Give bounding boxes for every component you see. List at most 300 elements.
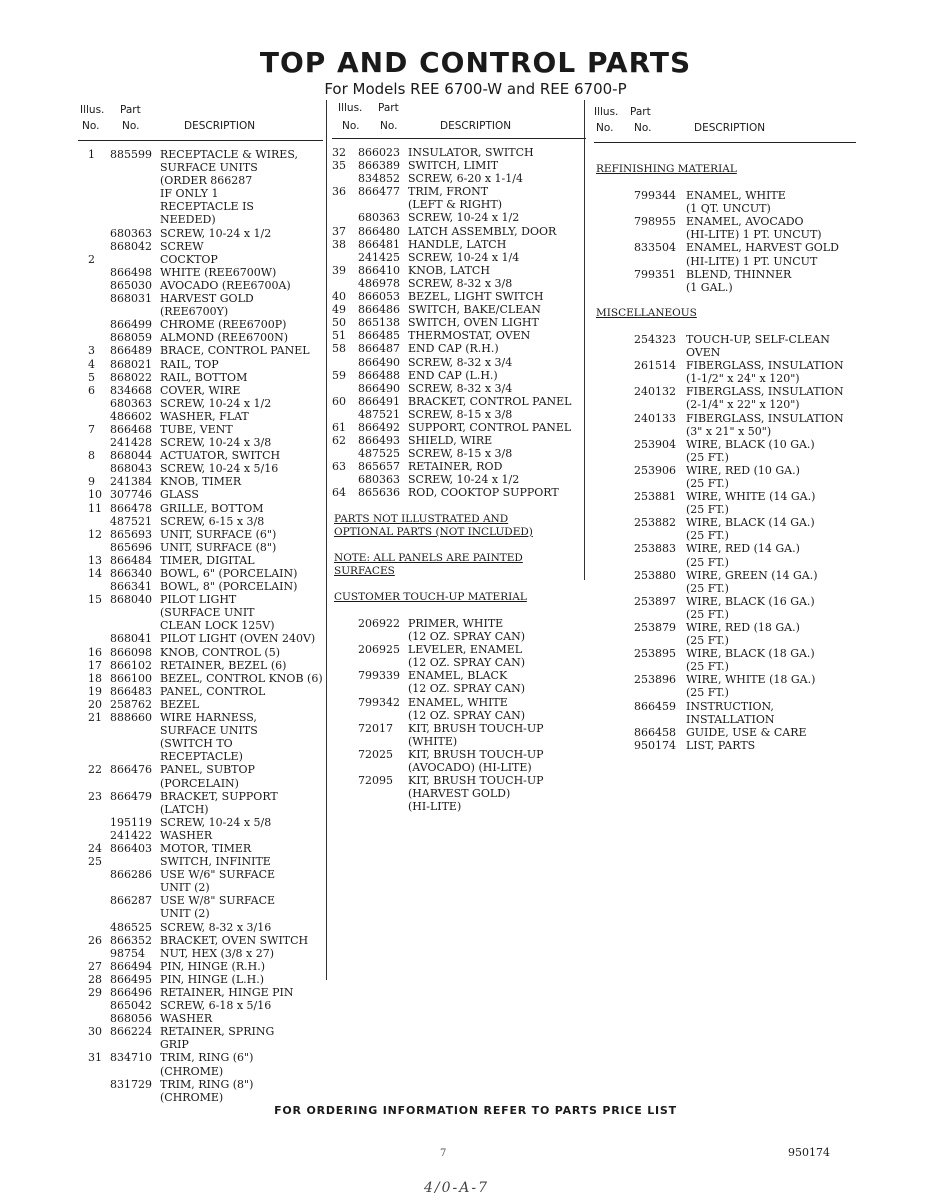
part-description: KNOB, CONTROL (5) [160, 645, 281, 659]
part-description: END CAP (R.H.) [408, 342, 499, 356]
part-description: RETAINER, HINGE PIN [160, 986, 294, 999]
parts-row [332, 617, 586, 630]
illus-number: 49 [332, 303, 346, 317]
part-number: 258762 [110, 697, 152, 711]
part-description: KNOB, LATCH [408, 263, 490, 277]
parts-row [332, 251, 586, 264]
parts-row [332, 264, 586, 277]
parts-row [78, 384, 323, 397]
part-description: BEZEL [160, 697, 200, 711]
column-header [332, 102, 586, 139]
parts-row [78, 187, 323, 200]
parts-row [78, 593, 323, 606]
parts-row [594, 359, 856, 372]
part-description: GUIDE, USE & CARE [686, 725, 807, 739]
part-description: (25 FT.) [686, 450, 729, 464]
illus-number: 30 [88, 1025, 102, 1039]
parts-row [594, 464, 856, 477]
section-heading: NOTE: ALL PANELS ARE PAINTED SURFACES [334, 551, 523, 577]
illus-number: 25 [88, 855, 102, 869]
parts-row [594, 189, 856, 202]
parts-row [78, 973, 323, 986]
illus-number: 26 [88, 933, 102, 947]
part-number: 253880 [634, 568, 676, 582]
parts-row [594, 700, 856, 726]
part-description: (HARVEST GOLD) [408, 787, 511, 801]
parts-row [332, 669, 586, 682]
parts-row [332, 382, 586, 395]
part-number: 680363 [358, 211, 400, 225]
header-description: DESCRIPTION [694, 122, 766, 134]
part-number: 866481 [358, 237, 400, 251]
part-number: 799342 [358, 695, 400, 709]
part-description: GLASS [160, 488, 199, 502]
parts-row [332, 421, 586, 434]
parts-row [78, 240, 323, 253]
illus-number: 32 [332, 146, 346, 159]
illus-number: 24 [88, 841, 102, 855]
part-description: SCREW, 10-24 x 3/8 [160, 436, 272, 450]
part-description: WIRE, BLACK (10 GA.) [686, 437, 815, 451]
parts-row [594, 438, 856, 451]
parts-row [332, 800, 586, 813]
page-number: 7 [440, 1148, 447, 1159]
part-description: KIT, BRUSH TOUCH-UP [408, 721, 544, 735]
part-description: GRIP [160, 1038, 189, 1052]
part-number: 254323 [634, 332, 676, 346]
part-number: 888660 [110, 711, 152, 725]
parts-row [332, 316, 586, 329]
part-number: 866224 [110, 1025, 152, 1039]
illus-number: 22 [88, 763, 102, 777]
part-description: SCREW, 6-15 x 3/8 [160, 514, 265, 528]
parts-row [332, 486, 586, 499]
parts-row [332, 787, 586, 800]
part-number: 866485 [358, 329, 400, 343]
part-description: (25 FT.) [686, 634, 729, 648]
part-description: GRILLE, BOTTOM [160, 501, 264, 515]
part-description: (AVOCADO) (HI-LITE) [408, 761, 532, 775]
illus-number: 3 [88, 344, 95, 358]
part-number: 866480 [358, 224, 400, 238]
part-description: (3" x 21" x 50") [686, 424, 772, 438]
illus-number: 4 [88, 357, 95, 371]
parts-row [332, 656, 586, 669]
part-description: BOWL, 6" (PORCELAIN) [160, 567, 298, 580]
part-number: 868042 [110, 239, 152, 253]
parts-row [332, 303, 586, 316]
parts-rows-3 [594, 150, 856, 752]
part-description: OVEN [686, 346, 721, 360]
part-number: 486525 [110, 920, 152, 934]
part-description: (WHITE) [408, 734, 458, 748]
part-number: 866494 [110, 959, 152, 973]
part-number: 868043 [110, 462, 152, 476]
parts-row [78, 462, 323, 475]
header-part: Part [630, 106, 651, 118]
part-number: 798955 [634, 215, 676, 229]
parts-row [78, 371, 323, 384]
part-number: 868041 [110, 632, 152, 646]
parts-row [78, 606, 323, 619]
part-number: 253883 [634, 542, 676, 556]
part-description: COVER, WIRE [160, 383, 241, 397]
part-description: (CHROME) [160, 1064, 224, 1078]
part-description: (1 GAL.) [686, 280, 733, 294]
illus-number: 39 [332, 263, 346, 277]
parts-row [78, 331, 323, 344]
parts-row [78, 528, 323, 541]
part-number: 241422 [110, 828, 152, 842]
page-subtitle: For Models REE 6700-W and REE 6700-P [324, 80, 627, 98]
part-number: 866476 [110, 763, 152, 777]
header-illus: Illus. [594, 106, 619, 118]
part-description: NUT, HEX (3/8 x 27) [160, 946, 275, 960]
part-number: 866478 [110, 501, 152, 515]
part-number: 486978 [358, 276, 400, 290]
part-description: BEZEL, LIGHT SWITCH [408, 290, 544, 304]
parts-row [594, 346, 856, 359]
part-description: RETAINER, SPRING [160, 1025, 275, 1039]
column-header [78, 104, 323, 141]
part-number: 261514 [634, 359, 676, 373]
part-description: SCREW, 10-24 x 1/2 [160, 226, 272, 240]
part-description: WIRE, BLACK (14 GA.) [686, 516, 815, 530]
part-number: 487521 [110, 514, 152, 528]
part-number: 866340 [110, 567, 152, 580]
parts-row [332, 146, 586, 159]
part-description: ENAMEL, AVOCADO [686, 215, 804, 229]
illus-number: 60 [332, 394, 346, 408]
part-description: (ORDER 866287 [160, 174, 253, 188]
part-description: BRACE, CONTROL PANEL [160, 344, 310, 358]
parts-row [78, 292, 323, 305]
part-description: SURFACE UNITS [160, 161, 258, 175]
part-number: 206925 [358, 643, 400, 657]
part-number: 868031 [110, 292, 152, 306]
parts-row [78, 227, 323, 240]
illus-number: 17 [88, 658, 102, 672]
part-description: PILOT LIGHT [160, 593, 237, 607]
part-number: 680363 [358, 473, 400, 487]
part-number: 868059 [110, 331, 152, 345]
part-description: FIBERGLASS, INSULATION [686, 411, 844, 425]
part-description: (25 FT.) [686, 660, 729, 674]
part-number: 866459 [634, 699, 676, 713]
part-description: ENAMEL, HARVEST GOLD [686, 241, 839, 255]
part-description: SCREW, 10-24 x 1/2 [408, 211, 520, 225]
part-number: 72017 [358, 721, 393, 735]
parts-row [594, 333, 856, 346]
part-description: WIRE HARNESS, [160, 711, 257, 725]
part-description: RECEPTACLE IS [160, 200, 254, 214]
part-number: 72095 [358, 774, 393, 788]
illus-number: 12 [88, 527, 102, 541]
part-description: WIRE, BLACK (18 GA.) [686, 647, 815, 661]
part-description: SCREW, 10-24 x 5/16 [160, 462, 279, 476]
illus-number: 19 [88, 684, 102, 698]
part-number: 868056 [110, 1012, 152, 1026]
part-description: RECEPTACLE) [160, 750, 243, 764]
part-description: INSULATOR, SWITCH [408, 146, 534, 159]
parts-row [332, 774, 586, 787]
part-description: END CAP (L.H.) [408, 368, 498, 382]
part-number: 866053 [358, 290, 400, 304]
illus-number: 28 [88, 972, 102, 986]
part-description: (HI-LITE) [408, 800, 462, 814]
spacer [594, 320, 856, 333]
parts-row [78, 907, 323, 920]
illus-number: 16 [88, 645, 102, 659]
illus-number: 29 [88, 986, 102, 999]
parts-row [332, 748, 586, 761]
part-number: 866487 [358, 342, 400, 356]
parts-row [78, 1065, 323, 1078]
header-part: Part [378, 102, 399, 114]
part-description: (25 FT.) [686, 476, 729, 490]
part-description: WIRE, GREEN (14 GA.) [686, 568, 818, 582]
header-illus-no: No. [342, 120, 360, 132]
parts-row [78, 685, 323, 698]
part-description: (12 OZ. SPRAY CAN) [408, 682, 525, 696]
part-description: SWITCH, LIMIT [408, 159, 499, 173]
parts-row [78, 1091, 323, 1104]
part-number: 866499 [110, 318, 152, 332]
spacer [594, 294, 856, 307]
illus-number: 38 [332, 237, 346, 251]
spacer [332, 500, 586, 513]
parts-row [78, 410, 323, 423]
part-number: 834710 [110, 1051, 152, 1065]
parts-row [78, 777, 323, 790]
part-number: 866498 [110, 265, 152, 279]
parts-row [78, 161, 323, 174]
parts-row [78, 580, 323, 593]
part-description: (REE6700Y) [160, 305, 229, 319]
part-number: 799339 [358, 669, 400, 683]
part-number: 834668 [110, 383, 152, 397]
part-description: (25 FT.) [686, 503, 729, 517]
part-description: MOTOR, TIMER [160, 841, 252, 855]
part-description: SUPPORT, CONTROL PANEL [408, 420, 572, 434]
part-number: 866491 [358, 394, 400, 408]
header-description: DESCRIPTION [184, 120, 256, 132]
parts-row [78, 855, 323, 868]
column-divider-1 [326, 100, 327, 980]
section-heading: MISCELLANEOUS [596, 306, 697, 319]
part-description: (1 QT. UNCUT) [686, 202, 771, 216]
part-description: LATCH ASSEMBLY, DOOR [408, 224, 557, 238]
part-number: 866488 [358, 368, 400, 382]
part-description: WASHER, FLAT [160, 409, 249, 423]
part-description: TRIM, RING (6") [160, 1051, 254, 1065]
part-description: SCREW, 10-24 x 5/8 [160, 815, 272, 829]
parts-row [78, 868, 323, 881]
header-illus: Illus. [338, 102, 363, 114]
parts-row [594, 686, 856, 699]
part-number: 307746 [110, 488, 152, 502]
part-number: 98754 [110, 946, 145, 960]
illus-number: 5 [88, 370, 95, 384]
illus-number: 20 [88, 697, 102, 711]
parts-row [594, 660, 856, 673]
part-number: 866458 [634, 725, 676, 739]
part-description: (25 FT.) [686, 581, 729, 595]
part-description: HARVEST GOLD [160, 292, 254, 306]
part-description: SWITCH, BAKE/CLEAN [408, 303, 541, 317]
illus-number: 8 [88, 449, 95, 463]
part-description: LIST, PARTS [686, 738, 756, 752]
parts-row [594, 398, 856, 411]
part-description: WASHER [160, 1012, 213, 1026]
parts-row [78, 554, 323, 567]
parts-row [78, 829, 323, 842]
part-number: 868040 [110, 593, 152, 607]
parts-row [594, 241, 856, 254]
parts-row [78, 541, 323, 554]
part-number: 487525 [358, 447, 400, 461]
part-number: 241425 [358, 250, 400, 264]
parts-row [332, 682, 586, 695]
illus-number: 23 [88, 789, 102, 803]
illus-number: 50 [332, 316, 346, 330]
part-description: (12 OZ. SPRAY CAN) [408, 656, 525, 670]
parts-row [332, 735, 586, 748]
part-number: 868044 [110, 449, 152, 463]
illus-number: 2 [88, 252, 95, 266]
part-number: 950174 [634, 738, 676, 752]
part-description: UNIT (2) [160, 881, 210, 895]
part-description: TIMER, DIGITAL [160, 553, 255, 567]
part-number: 866477 [358, 185, 400, 199]
parts-row [594, 516, 856, 529]
header-description: DESCRIPTION [440, 120, 512, 132]
part-description: (PORCELAIN) [160, 776, 239, 790]
part-description: (2-1/4" x 22" x 120") [686, 398, 800, 412]
parts-row [594, 608, 856, 621]
part-number: 253882 [634, 516, 676, 530]
parts-row [332, 473, 586, 486]
parts-row [594, 621, 856, 634]
part-description: SCREW, 6-18 x 5/16 [160, 999, 272, 1013]
parts-row [594, 372, 856, 385]
parts-row [78, 986, 323, 999]
part-description: (SWITCH TO [160, 737, 233, 751]
part-number: 253906 [634, 463, 676, 477]
part-number: 866098 [110, 645, 152, 659]
parts-row [594, 255, 856, 268]
part-description: TRIM, FRONT [408, 185, 489, 199]
parts-row [594, 673, 856, 686]
parts-row [594, 477, 856, 490]
part-description: USE W/6" SURFACE [160, 868, 276, 882]
part-number: 865030 [110, 278, 152, 292]
part-number: 799344 [634, 189, 676, 203]
parts-row [332, 238, 586, 251]
part-description: WIRE, BLACK (16 GA.) [686, 594, 815, 608]
part-description: SCREW, 10-24 x 1/2 [160, 396, 272, 410]
part-description: PANEL, SUBTOP [160, 763, 255, 777]
parts-row [332, 211, 586, 224]
part-description: SCREW, 10-24 x 1/4 [408, 250, 520, 264]
parts-row [78, 515, 323, 528]
parts-row [594, 529, 856, 542]
header-illus-no: No. [596, 122, 614, 134]
part-description: WHITE (REE6700W) [160, 265, 277, 279]
part-number: 831729 [110, 1077, 152, 1091]
part-description: (25 FT.) [686, 555, 729, 569]
illus-number: 59 [332, 368, 346, 382]
parts-row [594, 281, 856, 294]
part-description: TRIM, RING (8") [160, 1077, 254, 1091]
parts-row [594, 542, 856, 555]
parts-row [332, 342, 586, 355]
parts-row [78, 1051, 323, 1064]
part-description: SCREW, 8-32 x 3/4 [408, 355, 513, 369]
parts-row [78, 266, 323, 279]
section-heading: PARTS NOT ILLUSTRATED AND [334, 512, 509, 525]
parts-row [78, 737, 323, 750]
spacer [594, 176, 856, 189]
part-number: 833504 [634, 241, 676, 255]
part-description: (12 OZ. SPRAY CAN) [408, 708, 525, 722]
parts-row [594, 582, 856, 595]
handwritten-note: 4/0-A-7 [424, 1180, 490, 1196]
parts-row [78, 344, 323, 357]
parts-row [78, 567, 323, 580]
parts-row [78, 358, 323, 371]
illus-number: 7 [88, 422, 95, 436]
part-description: KIT, BRUSH TOUCH-UP [408, 747, 544, 761]
parts-row [594, 202, 856, 215]
ordering-footer: FOR ORDERING INFORMATION REFER TO PARTS PRICE LIST [274, 1104, 677, 1117]
parts-row [594, 569, 856, 582]
illus-number: 10 [88, 488, 102, 502]
part-description: CHROME (REE6700P) [160, 318, 287, 332]
part-description: SCREW, 10-24 x 1/2 [408, 473, 520, 487]
illus-number: 63 [332, 460, 346, 474]
part-description: SCREW, 8-32 x 3/16 [160, 920, 272, 934]
parts-row [594, 385, 856, 398]
parts-row [332, 447, 586, 460]
part-number: 866287 [110, 894, 152, 908]
parts-row [78, 1012, 323, 1025]
part-description: SWITCH, INFINITE [160, 855, 271, 869]
illus-number: 36 [332, 185, 346, 199]
parts-row [332, 408, 586, 421]
illus-number: 64 [332, 486, 346, 500]
spacer [332, 604, 586, 617]
part-number: 868021 [110, 357, 152, 371]
parts-row [78, 200, 323, 213]
illus-number: 15 [88, 593, 102, 607]
section-heading: CUSTOMER TOUCH-UP MATERIAL [334, 590, 527, 603]
part-description: PRIMER, WHITE [408, 617, 504, 630]
part-number: 866389 [358, 159, 400, 173]
part-number: 868022 [110, 370, 152, 384]
parts-row [78, 842, 323, 855]
parts-row [594, 647, 856, 660]
part-description: (HI-LITE) 1 PT. UNCUT [686, 254, 818, 268]
part-number: 865042 [110, 999, 152, 1013]
parts-row [332, 356, 586, 369]
part-description: RAIL, BOTTOM [160, 370, 248, 384]
part-description: (CHROME) [160, 1090, 224, 1104]
part-description: (12 OZ. SPRAY CAN) [408, 630, 525, 644]
parts-row [332, 290, 586, 303]
part-number: 865693 [110, 527, 152, 541]
illus-number: 51 [332, 329, 346, 343]
